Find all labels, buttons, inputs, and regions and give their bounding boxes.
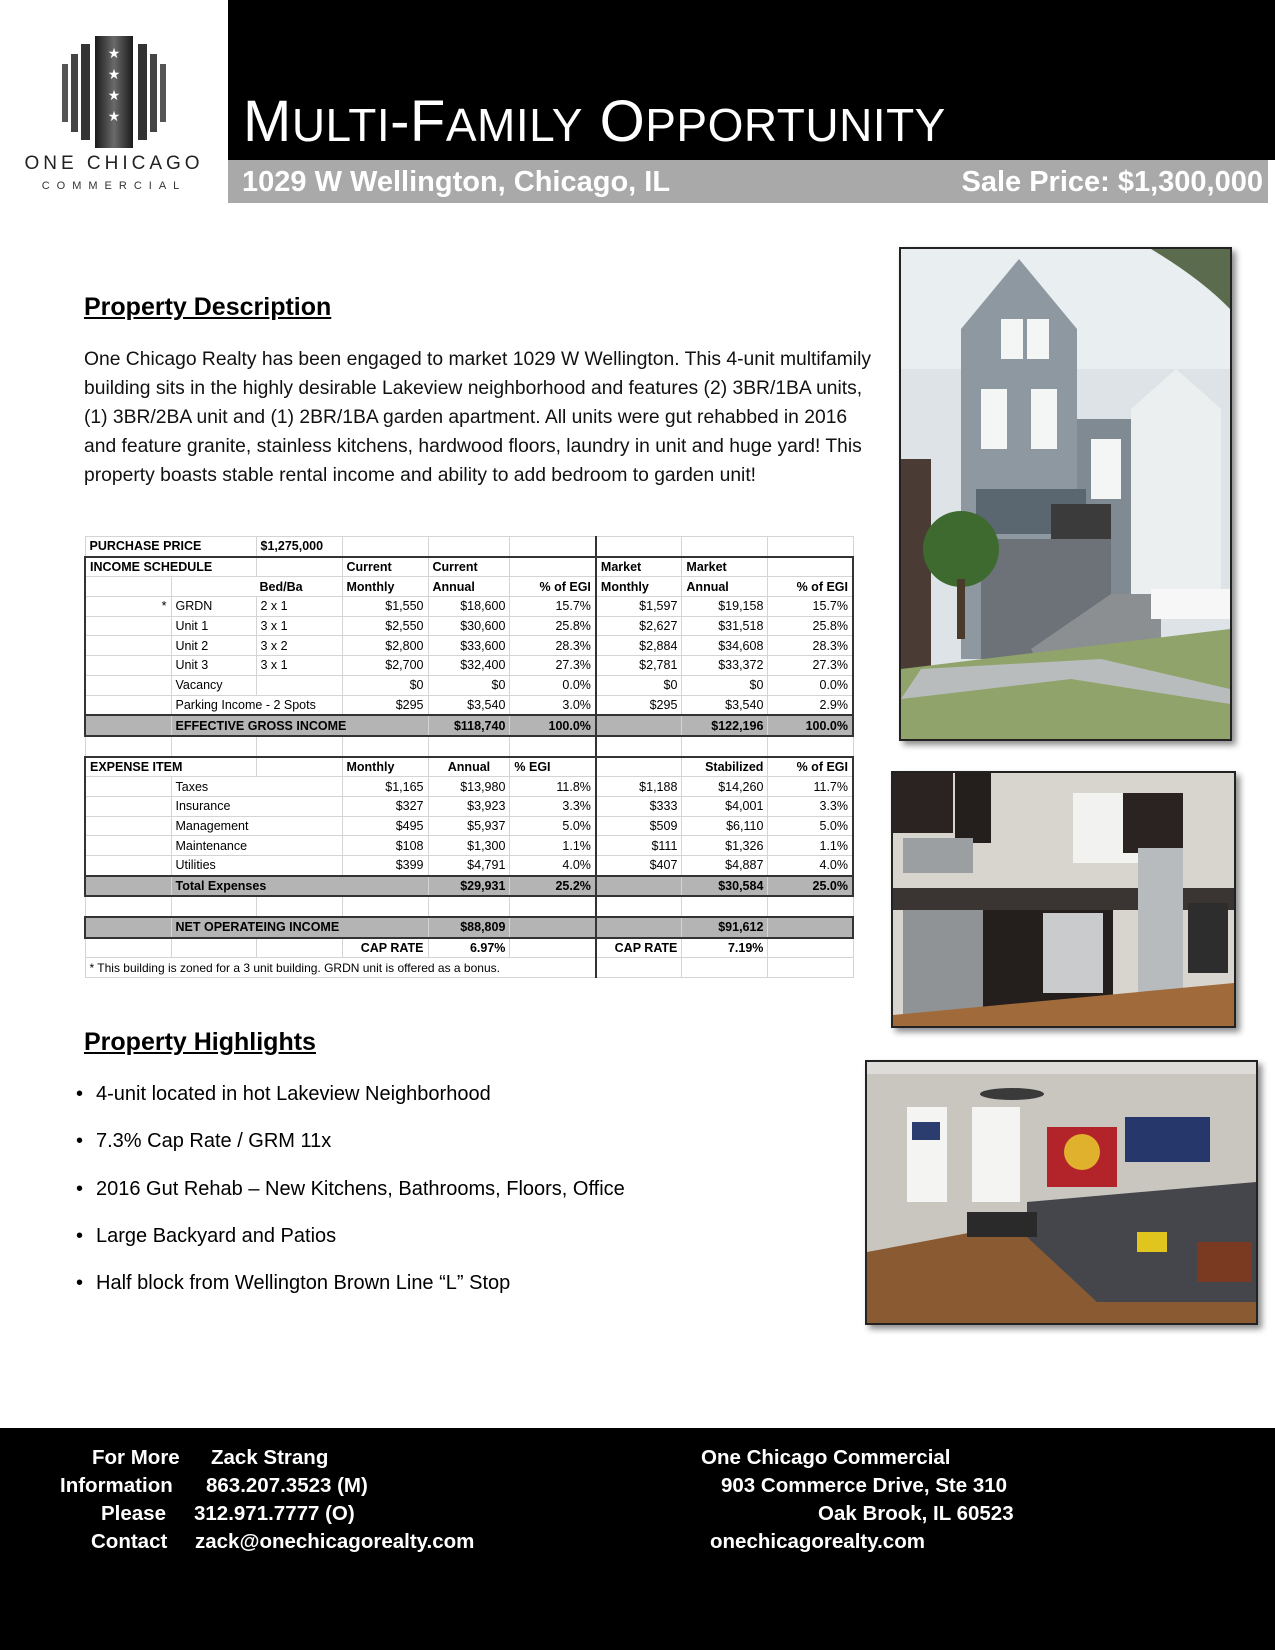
exp-col-stabilized: Stabilized [682,757,768,777]
current-pct: 25.8% [510,616,596,636]
expense-monthly: $399 [342,856,428,876]
description-text: One Chicago Realty has been engaged to market 1029 W Wellington. This 4-unit multifamily building sits in the highly desirable Lakeview neighborhood and features (2) 3BR/1BA units, (1) 3BR/2BA unit and (1) 2BR/1BA garden apartment. All units were gut rehabbed in 2016 and feature granite, stainless kitchens, hardwood floors, laundry in unit and huge yard! This property boasts stable rental income and ability to add bedroom to garden unit! [84,349,872,486]
expense-stab-pct: 11.7% [768,777,853,797]
noi-current: $88,809 [428,917,510,938]
total-expenses-market: $30,584 [682,876,768,897]
description-heading: Property Description [84,293,332,321]
logo-tagline: COMMERCIAL [41,180,187,192]
exp-col-pct2: % of EGI [768,757,853,777]
agent-mobile: 863.207.3523 (M) [206,1474,368,1497]
highlights-list [76,1080,776,1316]
row-marker: * [85,597,171,617]
market-annual: $3,540 [682,695,768,715]
list-item: • Large Backyard and Patios [76,1222,776,1269]
purchase-price-value: $1,275,000 [256,537,342,557]
cap-rate-row [85,938,853,958]
sale-price: Sale Price: $1,300,000 [961,166,1263,198]
market-pct: 0.0% [768,675,853,695]
table-row [85,695,853,715]
svg-text:★: ★ [107,109,121,125]
egi-row [85,715,853,736]
expense-annual: $3,923 [428,796,510,816]
total-expenses-market-pct: 25.0% [768,876,853,897]
current-pct: 0.0% [510,675,596,695]
spacer-row [85,736,853,757]
total-expenses-row [85,876,853,897]
col-bed-ba: Bed/Ba [171,577,342,597]
market-annual: $19,158 [682,597,768,617]
col-market-monthly-top: Market [596,557,682,577]
col-annual: Annual [428,577,510,597]
kitchen-photo [891,771,1236,1028]
table-row [85,836,853,856]
market-pct: 15.7% [768,597,853,617]
contact-footer [0,1428,1275,1650]
noi-row [85,917,853,938]
agent-email[interactable]: zack@onechicagorealty.com [195,1530,475,1553]
expense-monthly: $495 [342,816,428,836]
total-expenses-pct: 25.2% [510,876,596,897]
row-marker [85,695,171,715]
col-market-annual: Annual [682,577,768,597]
unit-name: Unit 1 [171,616,256,636]
expense-name: Insurance [171,796,342,816]
cap-rate-market: 7.19% [682,938,768,958]
expense-name: Management [171,816,342,836]
expense-annual: $4,791 [428,856,510,876]
expense-pct: 3.3% [510,796,596,816]
svg-text:★: ★ [107,67,121,83]
expense-stabilized: $4,887 [682,856,768,876]
footer-label-2: Information [60,1474,173,1497]
noi-market: $91,612 [682,917,768,938]
expense-stab-pct: 3.3% [768,796,853,816]
market-annual: $33,372 [682,656,768,676]
expense-monthly: $108 [342,836,428,856]
income-header-row [85,557,853,577]
svg-text:★: ★ [107,88,121,104]
list-item: • 7.3% Cap Rate / GRM 11x [76,1127,776,1174]
current-annual: $30,600 [428,616,510,636]
income-subheader-row [85,577,853,597]
table-row [85,616,853,636]
expense-header-row [85,757,853,777]
expense-stab-monthly: $407 [596,856,682,876]
unit-bed-ba [256,675,342,695]
cap-rate-current: 6.97% [428,938,510,958]
market-pct: 28.3% [768,636,853,656]
expense-pct: 5.0% [510,816,596,836]
exp-col-annual: Annual [428,757,510,777]
table-note: * This building is zoned for a 3 unit building. GRDN unit is offered as a bonus. [85,958,596,978]
expense-name: Utilities [171,856,342,876]
footer-label-1: For More [92,1446,180,1469]
bullet-icon: • [76,1272,84,1295]
expense-annual: $13,980 [428,777,510,797]
expense-item-label: EXPENSE ITEM [85,757,256,777]
expense-monthly: $1,165 [342,777,428,797]
expense-name: Taxes [171,777,342,797]
current-annual: $18,600 [428,597,510,617]
company-street: 903 Commerce Drive, Ste 310 [721,1474,1008,1497]
current-pct: 28.3% [510,636,596,656]
footer-label-3: Please [101,1502,166,1525]
svg-text:★: ★ [107,46,121,62]
table-row [85,656,853,676]
expense-stab-pct: 4.0% [768,856,853,876]
row-marker [85,616,171,636]
note-row [85,958,853,978]
market-monthly: $2,884 [596,636,682,656]
unit-name: GRDN [171,597,256,617]
row-marker [85,656,171,676]
expense-pct: 1.1% [510,836,596,856]
expense-pct: 4.0% [510,856,596,876]
egi-current-annual: $118,740 [428,715,510,736]
bullet-icon: • [76,1177,84,1200]
market-monthly: $1,597 [596,597,682,617]
expense-stab-monthly: $333 [596,796,682,816]
market-pct: 27.3% [768,656,853,676]
current-monthly: $295 [342,695,428,715]
row-marker [85,675,171,695]
expense-name: Maintenance [171,836,342,856]
egi-label: EFFECTIVE GROSS INCOME [171,715,428,736]
total-expenses-label: Total Expenses [171,876,428,897]
col-pct-egi: % of EGI [510,577,596,597]
expense-stabilized: $1,326 [682,836,768,856]
market-pct: 25.8% [768,616,853,636]
noi-label: NET OPERATEING INCOME [171,917,428,938]
property-address: 1029 W Wellington, Chicago, IL [242,166,671,198]
current-annual: $0 [428,675,510,695]
bullet-icon: • [76,1224,84,1247]
current-monthly: $0 [342,675,428,695]
market-annual: $34,608 [682,636,768,656]
cap-rate-label: CAP RATE [342,938,428,958]
unit-bed-ba: 3 x 2 [256,636,342,656]
highlights-heading: Property Highlights [84,1028,316,1056]
col-current-annual-top: Current [428,557,510,577]
expense-annual: $5,937 [428,816,510,836]
footer-label-4: Contact [91,1530,168,1553]
unit-name: Unit 3 [171,656,256,676]
page-title: MULTI-FAMILY OPPORTUNITY [243,89,946,154]
list-item: • 4-unit located in hot Lakeview Neighborhood [76,1080,776,1127]
spacer-row [85,896,853,917]
bullet-icon: • [76,1083,84,1105]
market-annual: $0 [682,675,768,695]
current-monthly: $2,550 [342,616,428,636]
expense-stab-pct: 1.1% [768,836,853,856]
table-row [85,636,853,656]
market-monthly: $2,627 [596,616,682,636]
egi-current-pct: 100.0% [510,715,596,736]
expense-stab-monthly: $509 [596,816,682,836]
col-monthly: Monthly [342,577,428,597]
row-marker [85,636,171,656]
egi-market-pct: 100.0% [768,715,853,736]
current-annual: $32,400 [428,656,510,676]
unit-name: Vacancy [171,675,256,695]
table-row [85,675,853,695]
table-row [85,816,853,836]
living-room-photo [865,1060,1258,1325]
current-pct: 3.0% [510,695,596,715]
exterior-photo [899,247,1232,741]
expense-stabilized: $6,110 [682,816,768,836]
unit-bed-ba: 3 x 1 [256,616,342,636]
egi-market-annual: $122,196 [682,715,768,736]
purchase-price-row [85,537,853,557]
table-row [85,796,853,816]
current-pct: 27.3% [510,656,596,676]
current-annual: $3,540 [428,695,510,715]
company-website[interactable]: onechicagorealty.com [710,1530,925,1553]
col-market-annual-top: Market [682,557,768,577]
col-current-monthly-top: Current [342,557,428,577]
expense-stabilized: $14,260 [682,777,768,797]
unit-name: Unit 2 [171,636,256,656]
expense-pct: 11.8% [510,777,596,797]
unit-bed-ba: 2 x 1 [256,597,342,617]
company-city: Oak Brook, IL 60523 [818,1502,1014,1525]
table-row [85,856,853,876]
market-annual: $31,518 [682,616,768,636]
market-monthly: $0 [596,675,682,695]
income-schedule-label: INCOME SCHEDULE [85,557,256,577]
one-chicago-logo-icon [62,36,166,148]
col-market-pct-egi: % of EGI [768,577,853,597]
cap-rate-label-market: CAP RATE [596,938,682,958]
expense-stab-monthly: $111 [596,836,682,856]
expense-stabilized: $4,001 [682,796,768,816]
expense-monthly: $327 [342,796,428,816]
current-annual: $33,600 [428,636,510,656]
logo-name: ONE CHICAGO [24,153,204,174]
expense-stab-monthly: $1,188 [596,777,682,797]
current-pct: 15.7% [510,597,596,617]
current-monthly: $2,800 [342,636,428,656]
financial-table [84,536,854,978]
purchase-price-label: PURCHASE PRICE [85,537,256,557]
current-monthly: $1,550 [342,597,428,617]
table-row [85,597,853,617]
bullet-icon: • [76,1130,84,1153]
list-item: • 2016 Gut Rehab – New Kitchens, Bathrooms, Floors, Office [76,1175,776,1222]
market-monthly: $2,781 [596,656,682,676]
unit-name: Parking Income - 2 Spots [171,695,342,715]
table-row [85,777,853,797]
exp-col-pct: % EGI [510,757,596,777]
expense-annual: $1,300 [428,836,510,856]
company-name: One Chicago Commercial [701,1446,951,1469]
market-monthly: $295 [596,695,682,715]
expense-stab-pct: 5.0% [768,816,853,836]
agent-office-phone: 312.971.7777 (O) [194,1502,355,1525]
current-monthly: $2,700 [342,656,428,676]
list-item: • Half block from Wellington Brown Line “L” Stop [76,1269,776,1316]
total-expenses-current: $29,931 [428,876,510,897]
unit-bed-ba: 3 x 1 [256,656,342,676]
col-market-monthly: Monthly [596,577,682,597]
market-pct: 2.9% [768,695,853,715]
agent-name: Zack Strang [211,1446,329,1469]
exp-col-monthly: Monthly [342,757,428,777]
